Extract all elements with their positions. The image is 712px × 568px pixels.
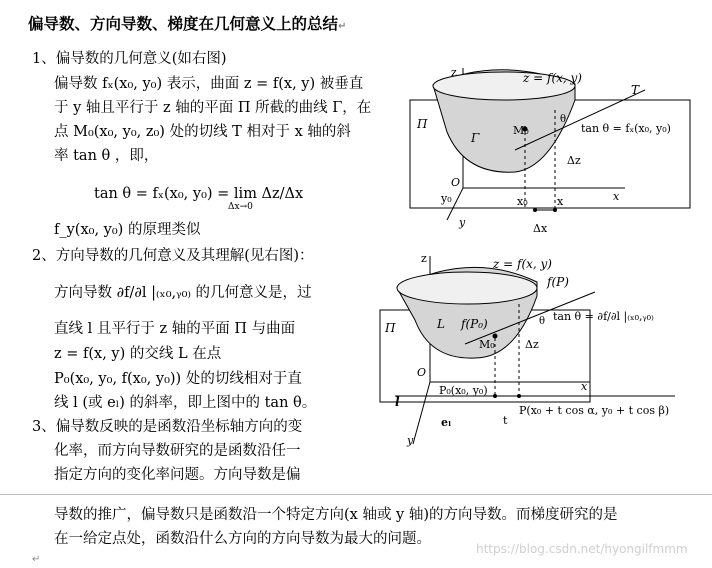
label-z: z <box>421 252 427 265</box>
label-dz: Δz <box>525 338 539 351</box>
section2-line: 方向导数 ∂f/∂l |₍ₓ₀,ᵧ₀₎ 的几何意义是，过 <box>54 285 312 301</box>
label-dx: Δx <box>533 222 548 235</box>
section1-line: 于 y 轴且平行于 z 轴的平面 Π 所截的曲线 Γ，在 <box>54 100 372 116</box>
paragraph-mark: ↵ <box>32 554 41 565</box>
summary-line: 导数的推广，偏导数只是函数沿一个特定方向(x 轴或 y 轴)的方向导数。而梯度研究的是 <box>54 507 618 523</box>
section3-line: 3、偏导数反映的是函数沿坐标轴方向的变 <box>32 419 303 435</box>
label-y: y <box>407 434 414 447</box>
label-x-axis: x <box>581 380 588 393</box>
label-pi: Π <box>385 321 396 335</box>
section2-line: P₀(x₀, y₀, f(x₀, y₀)) 处的切线相对于直 <box>54 371 302 387</box>
figure-partial-derivative <box>405 60 705 240</box>
label-theta: θ <box>560 114 567 125</box>
label-z: z <box>451 66 457 79</box>
label-x0: x₀ <box>517 195 528 208</box>
section2-line: 直线 l 且平行于 z 轴的平面 Π 与曲面 <box>54 321 296 337</box>
label-p: P(x₀ + t cos α, y₀ + t cos β) <box>519 404 670 417</box>
section1-line: 点 M₀(x₀, y₀, z₀) 处的切线 T 相对于 x 轴的斜 <box>54 124 351 140</box>
label-O: O <box>451 176 461 189</box>
label-l: l <box>395 395 400 409</box>
section3-line: 指定方向的变化率问题。方向导数是偏 <box>54 467 301 483</box>
label-surface: z = f(x, y) <box>523 71 582 85</box>
point-p0 <box>493 394 497 398</box>
section2-heading: 2、方向导数的几何意义及其理解(见右图)： <box>32 248 314 264</box>
label-el: eₗ <box>441 416 452 429</box>
label-surface: z = f(x, y) <box>493 257 552 271</box>
page-title: 偏导数、方向导数、梯度在几何意义上的总结↵ <box>28 14 347 33</box>
label-T: T <box>631 83 640 97</box>
point <box>553 208 557 212</box>
label-gamma: Γ <box>471 131 480 145</box>
label-fp: f(P) <box>547 275 569 289</box>
point-p <box>517 394 521 398</box>
label-O: O <box>417 366 427 379</box>
label-x-axis: x <box>613 190 620 203</box>
label-dz: Δz <box>567 154 581 167</box>
label-tan: tan θ = ∂f/∂l |₍ₓ₀,ᵧ₀₎ <box>553 310 654 323</box>
section1-last: f_y(x₀, y₀) 的原理类似 <box>54 222 201 238</box>
section3-line: 化率，而方向导数研究的是函数沿任一 <box>54 443 301 459</box>
label-t: t <box>503 414 508 427</box>
label-p0: P₀(x₀, y₀) <box>439 384 488 397</box>
label-pi: Π <box>417 117 428 131</box>
label-y: y <box>459 216 466 229</box>
label-tan: tan θ = fₓ(x₀, y₀) <box>581 122 671 135</box>
label-m0: M₀ <box>479 338 495 351</box>
figure-directional-derivative <box>375 248 705 448</box>
section1-formula: tan θ = fₓ(x₀, y₀) = lim Δz/Δx <box>94 186 304 202</box>
y-axis <box>413 382 430 444</box>
section2-line: z = f(x, y) 的交线 L 在点 <box>54 346 222 362</box>
summary-line: 在一给定点处，函数沿什么方向的方向导数为最大的问题。 <box>54 531 431 547</box>
section1-line: 率 tan θ ，即， <box>54 148 159 164</box>
divider <box>0 494 712 495</box>
watermark: https://blog.csdn.net/hyongilfmmm <box>476 542 688 556</box>
section2-line: 线 l (或 eₗ) 的斜率，即上图中的 tan θ。 <box>54 395 317 411</box>
section1-heading: 1、偏导数的几何意义(如右图) <box>32 51 227 67</box>
label-m0: M₀ <box>513 124 529 137</box>
label-theta: θ <box>539 316 546 327</box>
section1-formula-sub: Δx→0 <box>228 202 253 212</box>
label-fp0: f(P₀) <box>461 317 488 331</box>
section1-line: 偏导数 fₓ(x₀, y₀) 表示，曲面 z = f(x, y) 被垂直 <box>54 76 364 92</box>
label-x: x <box>557 195 564 208</box>
point <box>533 208 537 212</box>
label-L: L <box>437 317 445 331</box>
surface-rim <box>397 272 537 304</box>
label-y0: y₀ <box>441 192 452 205</box>
